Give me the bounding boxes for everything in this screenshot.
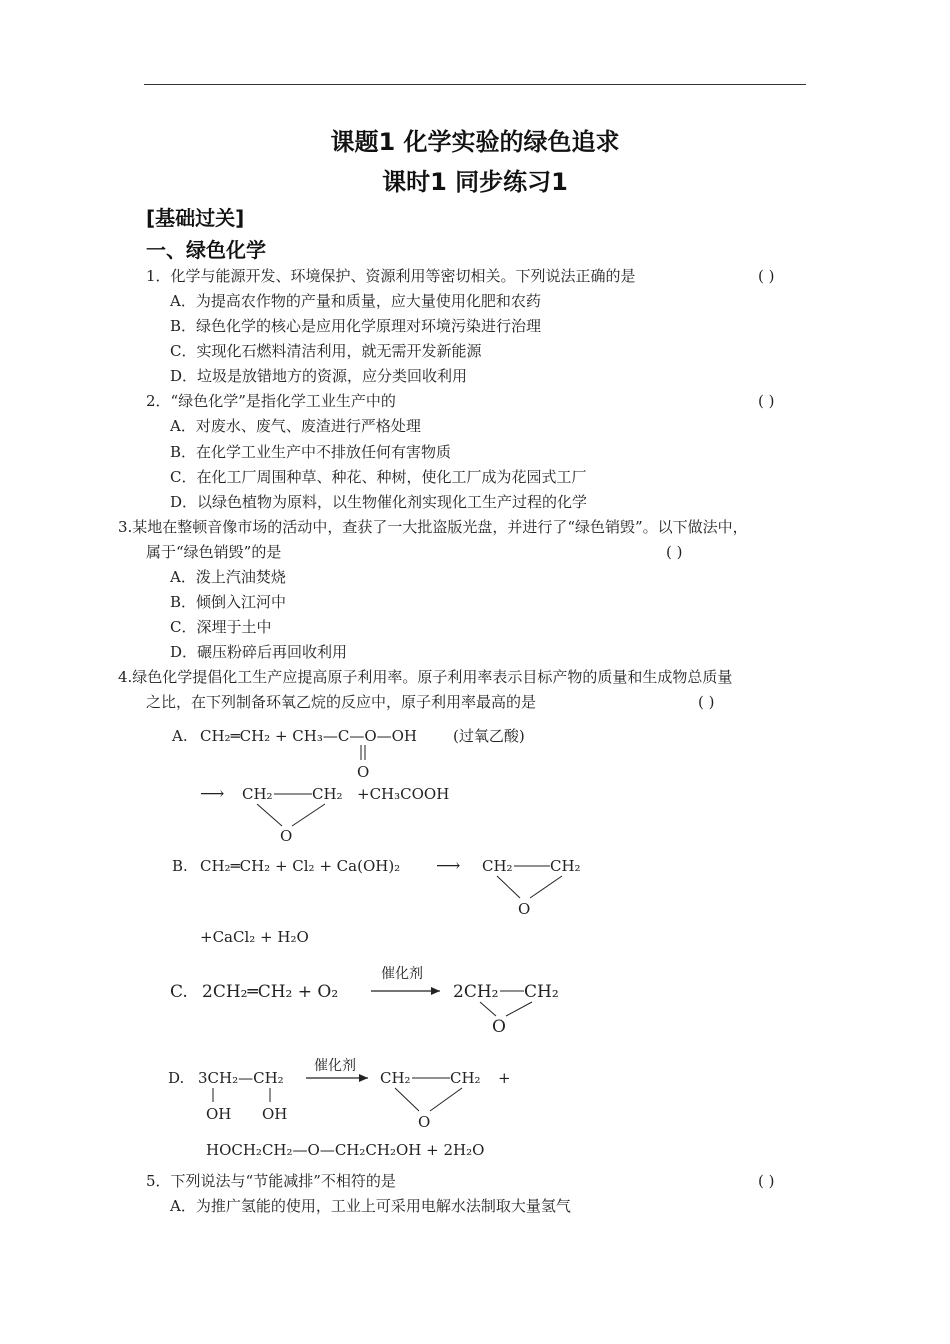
question-3-option-c: C．深埋于土中 [170,618,272,636]
section-green-chemistry: 一、绿色化学 [146,238,266,262]
question-2-option-d: D．以绿色植物为原料，以生物催化剂实现化工生产过程的化学 [170,493,588,511]
option-d-reactant: 3CH₂—CH₂ [198,1069,284,1087]
option-a-ring-right-bond [292,804,325,826]
option-d-ring-o: O [418,1113,431,1131]
option-d-ring-left-bond [395,1088,419,1111]
question-3-option-d: D．碾压粉碎后再回收利用 [170,643,348,661]
option-c-catalyst: 催化剂 [381,966,423,982]
question-2-stem: 2．“绿色化学”是指化学工业生产中的 [146,392,396,410]
option-a-ring-left: CH₂ [242,785,273,803]
option-c-ring-o: O [492,1017,506,1037]
option-b-ring-o: O [518,900,531,918]
page-subtitle: 课时1 同步练习1 [382,168,568,196]
question-4-stem-line2: 之比，在下列制备环氧乙烷的反应中，原子利用率最高的是 [146,693,537,711]
option-d-label: D. [168,1069,185,1087]
option-b-reactant: CH₂═CH₂ + Cl₂ + Ca(OH)₂ [200,857,401,875]
question-4-stem-line1: 4.绿色化学提倡化工生产应提高原子利用率。原子利用率表示目标产物的质量和生成物总质量 [118,668,733,686]
option-c-arrow-head [431,987,440,995]
option-d-oh2: OH [262,1105,288,1123]
question-2-option-b: B．在化学工业生产中不排放任何有害物质 [170,443,452,461]
question-4-answer-blank: ( ) [698,693,715,711]
option-a-note: (过氧乙酸) [453,727,525,745]
question-5-stem: 5．下列说法与“节能减排”不相符的是 [146,1172,396,1190]
option-a-reactant: CH₂═CH₂ + CH₃—C—O—OH [200,727,418,745]
question-1-option-a: A．为提高农作物的产量和质量，应大量使用化肥和农药 [170,292,541,310]
question-2-answer-blank: ( ) [758,392,775,410]
question-1-answer-blank: ( ) [758,267,775,285]
option-d-ring-left: CH₂ [380,1069,411,1087]
page-title: 课题1 化学实验的绿色追求 [330,128,620,156]
option-a-ring-left-bond [257,804,282,826]
option-c-ring-right-bond [506,1002,532,1016]
option-c-label: C. [170,982,188,1002]
option-a-ring-right: CH₂ [312,785,343,803]
option-d-ring-right-bond [430,1088,462,1111]
option-d-arrow-head [359,1074,368,1082]
option-c-reactant: 2CH₂═CH₂ + O₂ [202,982,339,1002]
question-2-option-c: C．在化工厂周围种草、种花、种树，使化工厂成为花园式工厂 [170,468,587,486]
option-b-ring-right: CH₂ [550,857,581,875]
option-d-ring-right: CH₂ [450,1069,481,1087]
option-d-oh1: OH [206,1105,232,1123]
option-a-ring-o: O [280,827,293,845]
option-b-label: B. [172,857,188,875]
option-b-ring-right-bond [530,876,562,898]
question-1-stem: 1．化学与能源开发、环境保护、资源利用等密切相关。下列说法正确的是 [146,267,636,285]
question-3-option-a: A．泼上汽油焚烧 [170,568,286,586]
option-b-ring-left-bond [497,876,520,898]
question-3-answer-blank: ( ) [666,543,683,561]
question-3-stem-line1: 3.某地在整顿音像市场的活动中，查获了一大批盗版光盘，并进行了“绿色销毁”。以下做法中， [118,518,748,536]
question-2-option-a: A．对废水、废气、废渣进行严格处理 [170,417,421,435]
option-d-byproduct: HOCH₂CH₂—O—CH₂CH₂OH + 2H₂O [206,1141,485,1159]
option-b-arrow: ⟶ [436,856,461,876]
question-3-option-b: B．倾倒入江河中 [170,593,287,611]
question-1-option-c: C．实现化石燃料清洁利用，就无需开发新能源 [170,342,482,360]
question-1-option-b: B．绿色化学的核心是应用化学原理对环境污染进行治理 [170,317,542,335]
option-a-arrow: ⟶ [200,784,225,804]
option-d-plus: + [498,1069,511,1087]
question-1-option-d: D．垃圾是放错地方的资源，应分类回收利用 [170,367,468,385]
option-d-catalyst: 催化剂 [314,1058,356,1074]
option-c-ring-left: 2CH₂ [453,982,499,1002]
question-3-stem-line2: 属于“绿色销毁”的是 [146,543,282,561]
option-a-byproduct: +CH₃COOH [357,785,450,803]
option-b-ring-left: CH₂ [482,857,513,875]
option-a-carbonyl-o: O [357,763,370,781]
option-c-ring-right: CH₂ [524,982,559,1002]
option-c-ring-left-bond [480,1002,496,1016]
question-5-option-a: A．为推广氢能的使用，工业上可采用电解水法制取大量氢气 [170,1197,571,1215]
option-a-label: A. [172,727,188,745]
question-5-answer-blank: ( ) [758,1172,775,1190]
section-basic: [基础过关] [146,206,245,230]
option-b-byproduct: +CaCl₂ + H₂O [200,928,309,946]
